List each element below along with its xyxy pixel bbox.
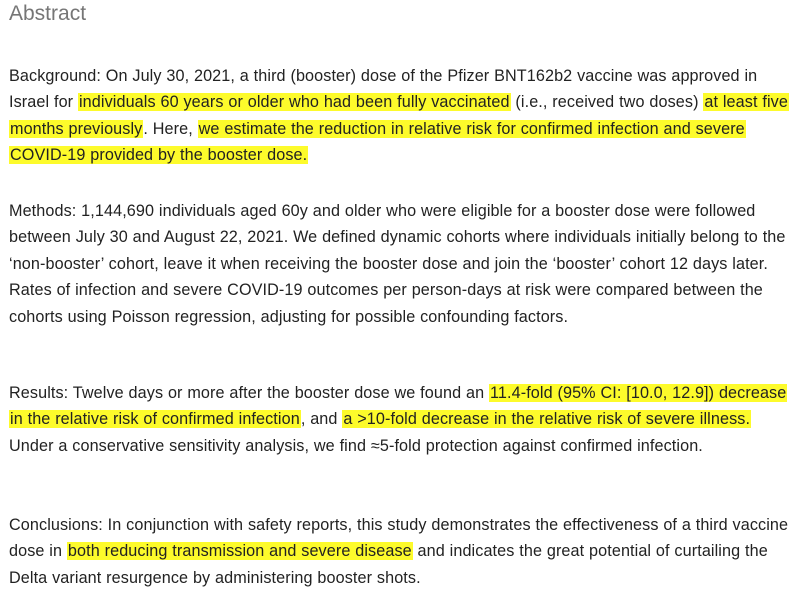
background-paragraph xyxy=(9,63,793,169)
highlighted-text: both reducing transmission and severe disease xyxy=(67,542,412,561)
abstract-heading: Abstract xyxy=(9,2,87,25)
text-segment: . Here, xyxy=(143,119,198,138)
text-segment: Methods: 1,144,690 individuals aged 60y and older who were eligible for a booster dose were followed between July 30 and August 22, 2021. We defined dynamic cohorts where individuals initially belong to the ‘non-booster’ cohort, leave it when receiving the booster dose and join the ‘booster’ cohort 12 days later. Rates of infection and severe COVID-19 outcomes per person-days at risk were compared between the cohorts using Poisson regression, adjusting for possible confounding factors. xyxy=(9,202,786,326)
text-segment: and indicates the great potential of curtailing the Delta variant resurgence by administering booster shots. xyxy=(9,542,768,587)
conclusions-paragraph xyxy=(9,512,793,591)
text-segment: (i.e., received two doses) xyxy=(510,93,704,112)
highlighted-text: a >10-fold decrease in the relative risk of severe illness. xyxy=(343,410,751,429)
highlighted-text: 11.4-fold (95% CI: [10.0, 12.9]) decrease in the relative risk of confirmed infection xyxy=(10,384,787,429)
text-segment: Background: On July 30, 2021, a third (booster) dose of the Pfizer BNT162b2 vaccine was approved in Israel for xyxy=(9,67,758,112)
highlighted-text: at least five months previously xyxy=(10,93,788,138)
results-paragraph xyxy=(9,380,793,459)
text-segment: Results: Twelve days or more after the booster dose we found an xyxy=(9,384,489,402)
highlighted-text: individuals 60 years or older who had been fully vaccinated xyxy=(78,93,510,112)
text-segment: , and xyxy=(300,410,343,429)
highlighted-text: we estimate the reduction in relative risk for confirmed infection and severe COVID-19 provided by the booster dose. xyxy=(10,119,745,165)
text-segment: Conclusions: In conjunction with safety reports, this study demonstrates the effectiveness of a third vaccine dose in xyxy=(9,516,789,561)
methods-paragraph xyxy=(9,198,793,330)
text-segment: Under a conservative sensitivity analysis, we find ≈5-fold protection against confirmed infection. xyxy=(9,436,703,455)
